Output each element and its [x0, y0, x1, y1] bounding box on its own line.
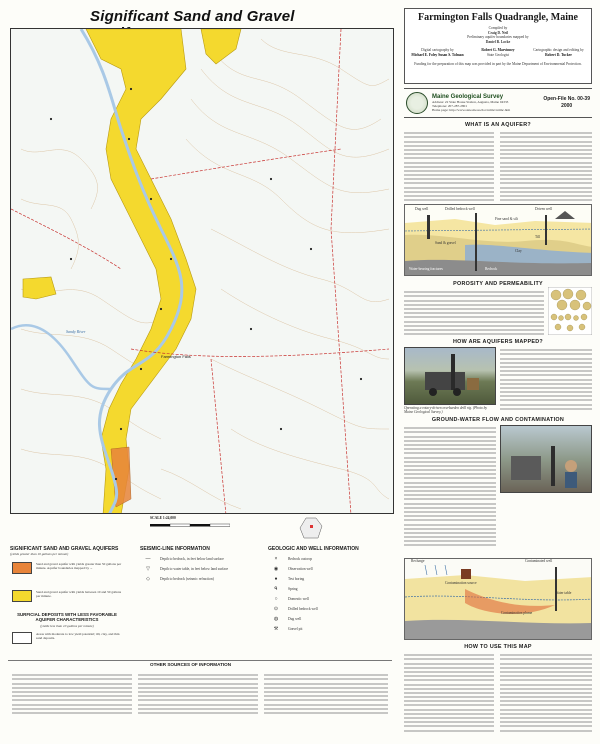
digital-credit	[409, 48, 466, 57]
gravel-pit-icon: ⚒	[273, 626, 279, 632]
geo-row-6	[268, 606, 318, 612]
geologist-name: Robert G. Marvinney	[481, 48, 515, 53]
label-recharge: Recharge	[411, 559, 425, 563]
domestic-well-icon: ○	[274, 596, 278, 602]
geo-item-6: Drilled bedrock well	[288, 607, 318, 611]
text-groundwater	[404, 425, 496, 555]
map-title: Significant Sand and Gravel	[90, 8, 295, 25]
label-clay: Clay	[515, 249, 522, 253]
refs-col-2	[138, 672, 258, 736]
geo-item-4: Spring	[288, 587, 298, 591]
geo-item-2: Observation well	[288, 567, 313, 571]
drilled-well-icon: ⊙	[273, 606, 279, 612]
seismic-row-1	[140, 556, 224, 562]
geo-row-2	[268, 566, 313, 572]
roads	[11, 29, 389, 514]
geo-item-8: Gravel pit	[288, 627, 303, 631]
funding-note: Funding for the preparation of this map was provided in part by the Maine Department of Environmental Protection.	[414, 61, 582, 66]
label-sand-gravel: Sand & gravel	[435, 241, 456, 245]
legend-item-mod-yield: Sand and gravel aquifer with yields between 10 and 50 gallons per minute.	[36, 590, 122, 599]
outcrop-icon: ×	[274, 556, 278, 562]
label-fine-sand: Fine sand & silt	[495, 217, 518, 221]
seismic-row-3	[140, 576, 214, 582]
legend-swatch-mod-yield	[12, 590, 32, 602]
text-porosity	[404, 289, 544, 337]
cross-section-svg	[405, 205, 592, 276]
survey-name: Maine Geological Survey	[432, 93, 504, 100]
legend-swatch-low-yield	[12, 632, 32, 644]
drill-rig-svg	[405, 348, 496, 405]
observation-well-icon: ◉	[273, 566, 279, 572]
legend-item-high-yield: Sand and gravel aquifer with yields greater than 50 gallons per minute. Aquifer boundaries mapped by ...	[36, 562, 122, 571]
depth-icon: ▽	[146, 566, 150, 572]
field-photo-svg	[501, 426, 592, 493]
label-bedrock: Bedrock	[485, 267, 498, 271]
geo-row-1	[268, 556, 312, 562]
scale-label: SCALE 1:24,000	[150, 516, 176, 520]
geo-item-1: Bedrock outcrop	[288, 557, 313, 561]
geologist-credit	[470, 48, 527, 57]
scale-bar	[150, 520, 230, 530]
survey-info	[432, 94, 510, 113]
text-how-mapped	[500, 347, 592, 413]
mapper-name: Daniel B. Locke	[485, 39, 511, 44]
references-heading: OTHER SOURCES OF INFORMATION	[150, 662, 232, 667]
aquifer-polygons	[23, 29, 241, 514]
geo-row-8	[268, 626, 302, 632]
seismic-item-3: Depth to bedrock (seismic refraction)	[160, 577, 214, 581]
legend-subheading: (yields greater than 10 gallons per minute)	[10, 552, 69, 556]
geo-row-7	[268, 616, 301, 622]
map-canvas	[11, 29, 394, 514]
legend-swatch-high-yield	[12, 562, 32, 574]
label-fractures: Water-bearing fractures	[409, 267, 443, 271]
seismic-row-2	[140, 566, 228, 572]
refs-col-3	[264, 672, 388, 736]
survey-address: Address: 22 State House Station, Augusta, Maine 04333	[432, 99, 509, 104]
label-till: Till	[535, 235, 541, 239]
map-label-river: Sandy River	[66, 329, 86, 334]
section-title-what-is: WHAT IS AN AQUIFER?	[465, 122, 531, 128]
spring-icon: ᑫ	[274, 586, 278, 592]
survey-banner	[404, 88, 592, 118]
test-boring-icon: ●	[274, 576, 278, 582]
well-markers	[50, 88, 362, 480]
aquifer-map	[10, 28, 394, 514]
geo-row-3	[268, 576, 304, 582]
legend-heading: SIGNIFICANT SAND AND GRAVEL AQUIFERS	[10, 546, 119, 552]
field-photo	[500, 425, 592, 493]
geo-row-5	[268, 596, 309, 602]
label-contamination-plume: Contamination plume	[501, 611, 533, 615]
photo-caption: Operating a rotary-driven overburden drill rig. (Photo by Maine Geological Survey.)	[404, 406, 487, 415]
digital-label: Digital cartography by	[421, 48, 454, 53]
survey-phone: Telephone: 207-287-2801	[432, 103, 468, 108]
locator-map	[298, 516, 324, 540]
text-how-to-use-right	[500, 652, 592, 740]
legend-surficial-heading: SURFICIAL DEPOSITS WITH LESS FAVORABLE AQUIFER CHARACTERISTICS	[17, 612, 117, 622]
label-water-table: Water table	[555, 591, 572, 595]
label-driven-well: Driven well	[535, 207, 553, 211]
legend-item-low-yield: Areas with moderate to low yield potential; till, clay, and thin sand deposits.	[36, 632, 120, 641]
boundaries-note: Preliminary aquifer boundaries mapped by	[467, 35, 529, 40]
bedrock-depth-icon: ◇	[146, 576, 150, 582]
open-file-number: Open-File No. 00-39	[543, 96, 590, 102]
legend-seismic-heading: SEISMIC-LINE INFORMATION	[140, 546, 210, 552]
geo-item-3: Test boring	[288, 577, 305, 581]
survey-web: Home page: http://www.state.me.us/doc/nrimc/nrimc.htm	[432, 108, 511, 113]
quad-header	[404, 8, 592, 84]
label-drilled-well: Drilled bedrock well	[445, 207, 475, 211]
refs-col-1	[12, 672, 132, 736]
legend-geo-heading: GEOLOGIC AND WELL INFORMATION	[268, 546, 359, 552]
text-col-what-is-left	[404, 130, 494, 200]
section-title-groundwater: GROUND-WATER FLOW AND CONTAMINATION	[431, 417, 565, 423]
seismic-line-icon: —	[145, 556, 151, 562]
geo-row-4	[268, 586, 298, 592]
contamination-diagram	[404, 558, 592, 640]
label-contaminated-well: Contaminated well	[525, 559, 553, 563]
dug-well-icon: ◍	[273, 616, 279, 622]
digital-names: Michael E. Foley Susan S. Tolman	[411, 52, 464, 57]
quad-title: Farmington Falls Quadrangle, Maine	[418, 12, 578, 23]
section-title-porosity: POROSITY AND PERMEABILITY	[453, 281, 543, 287]
label-dug-well: Dug well	[415, 207, 429, 211]
legend-surficial-sub: (yields less than 10 gallons per minute)	[40, 624, 94, 628]
seismic-item-1: Depth to bedrock, in feet below land surface	[160, 557, 224, 561]
label-contamination-source: Contamination source	[445, 581, 477, 585]
open-file-year: 2000	[561, 103, 573, 109]
geo-item-5: Domestic well	[288, 597, 309, 601]
carto-credit	[530, 48, 587, 57]
compiled-by-label: Compiled by	[488, 26, 508, 30]
map-label-town: Farmington Falls	[161, 354, 191, 359]
geo-item-7: Dug well	[288, 617, 302, 621]
carto-label: Cartographic design and editing by	[533, 48, 584, 53]
contamination-svg	[405, 559, 592, 640]
section-title-how-mapped: HOW ARE AQUIFERS MAPPED?	[452, 339, 544, 345]
text-col-what-is-right	[500, 130, 592, 200]
carto-name: Robert D. Tucker	[545, 52, 572, 57]
survey-seal-icon	[406, 92, 428, 114]
drill-rig-photo	[404, 347, 496, 405]
aquifer-cross-section	[404, 204, 592, 276]
geologist-title: State Geologist	[486, 52, 510, 57]
section-title-how-to-use: HOW TO USE THIS MAP	[464, 644, 532, 650]
open-file	[543, 96, 590, 110]
text-how-to-use-left	[404, 652, 494, 740]
compiler-name: Craig D. Neil	[487, 30, 509, 35]
credit-row	[409, 48, 587, 57]
seismic-item-2: Depth to water table, in feet below land surface	[160, 567, 229, 571]
porosity-grains-diagram	[548, 287, 592, 335]
